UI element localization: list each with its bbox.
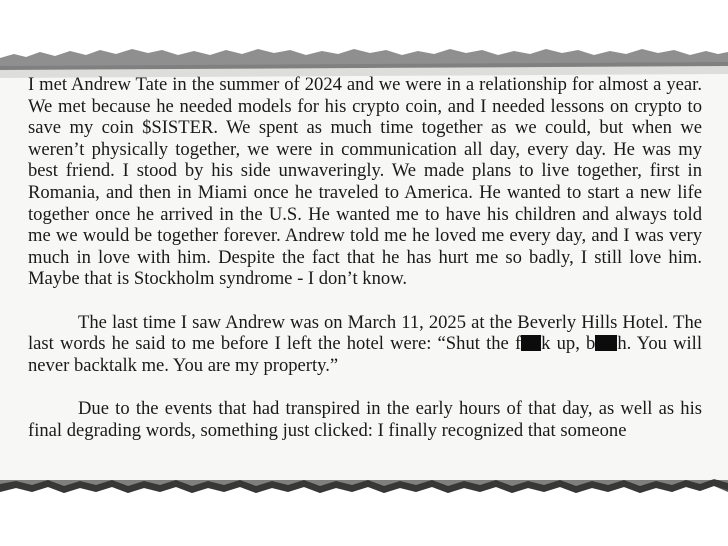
paragraph-gap <box>28 290 702 312</box>
paragraph-2-text-b: k up, b <box>541 333 596 355</box>
paragraph-3: Due to the events that had transpired in the early hours of that day, as well as his final degrading words, something just clicked: I finally recognized that someone <box>28 397 702 441</box>
paragraph-2-text-c: h. You will never backtalk me. You are my property.” <box>28 333 702 376</box>
paragraph-2 <box>28 312 702 377</box>
paragraph-gap <box>28 376 702 398</box>
redaction-bar <box>521 335 541 351</box>
paragraph-1: I met Andrew Tate in the summer of 2024 and we were in a relationship for almost a year. We met because he needed models for his crypto coin, and I needed lessons on crypto to save my coin $SISTER. We spent as much time together as we could, but when we weren’t physically together, we were in communication all day, every day. He was my best friend. I stood by his side unwaveringly. We made plans to live together, first in Romania, and then in Miami once he traveled to America. He wanted to start a new life together once he arrived in the U.S. He wanted me to have his children and always told me we would be together forever. Andrew told me he loved me every day, and I was very much in love with him. Despite the fact that he has hurt me so badly, I still love him. Maybe that is Stockholm syndrome - I don’t know. <box>28 74 702 290</box>
letter-body <box>28 74 702 441</box>
redaction-bar <box>595 335 617 351</box>
paragraph-2-text-a: The last time I saw Andrew was on March 11, 2025 at the Beverly Hills Hotel. The last words he said to me before I left the hotel were: “Shut the f <box>28 311 702 355</box>
